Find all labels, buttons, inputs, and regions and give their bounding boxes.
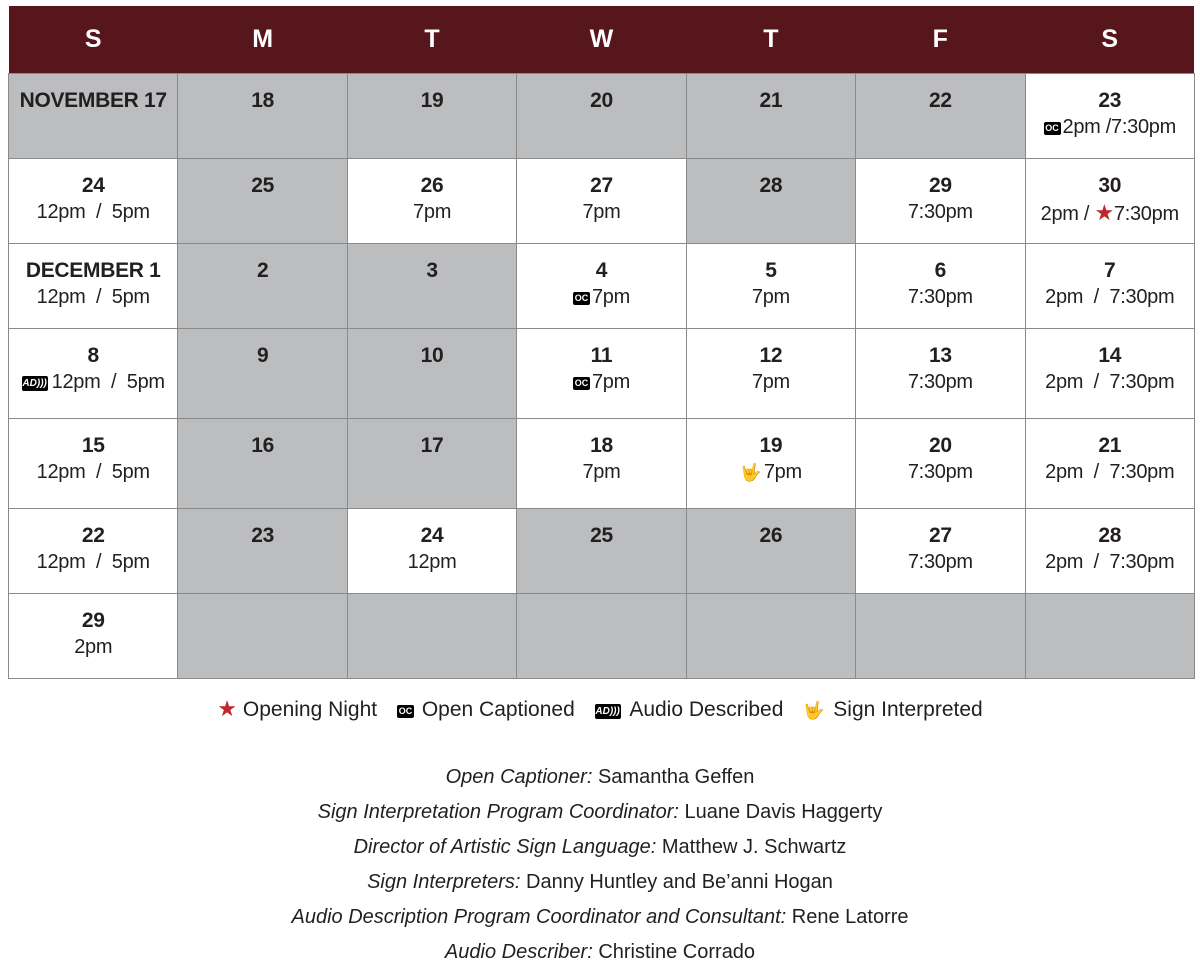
day-cell-18	[178, 74, 347, 159]
open-captioned-icon: OC	[398, 706, 413, 716]
day-number: 15	[81, 434, 105, 457]
day-cell-2	[178, 244, 347, 329]
day-cell-11[interactable]	[517, 329, 686, 419]
open-captioned-icon: OC	[574, 293, 589, 303]
day-cell-7[interactable]	[1025, 244, 1194, 329]
weekday-tuesday: T	[347, 6, 516, 74]
credit-name: Luane Davis Haggerty	[684, 801, 883, 823]
showtime-text: 7pm	[591, 371, 630, 393]
day-cell-15[interactable]	[9, 419, 178, 509]
day-number: 29	[81, 609, 105, 632]
showtimes	[856, 199, 1024, 226]
credits	[0, 760, 1200, 970]
showtime-text: 12pm / 5pm	[36, 201, 150, 223]
day-number: 19	[420, 89, 444, 112]
showtimes	[517, 199, 685, 226]
performance-calendar	[8, 6, 1195, 679]
day-number: 2	[256, 259, 269, 282]
showtime-text: 12pm	[407, 551, 457, 573]
day-cell-3	[347, 244, 516, 329]
legend-label: Opening Night	[242, 698, 378, 721]
showtime-text: 7pm	[751, 286, 790, 308]
showtime-text: 12pm / 5pm	[51, 371, 165, 393]
audio-described-icon: AD)))	[595, 706, 620, 717]
day-cell-5[interactable]	[686, 244, 855, 329]
showtime-text: 2pm / 7:30pm	[1045, 286, 1175, 308]
legend-sign-interpreted	[803, 698, 982, 722]
day-cell-10	[347, 329, 516, 419]
credit-line	[0, 760, 1200, 795]
day-cell-19	[347, 74, 516, 159]
week-row	[9, 594, 1195, 679]
day-number: 29	[928, 174, 952, 197]
showtimes	[517, 369, 685, 396]
showtimes	[9, 549, 177, 576]
empty-day-cell	[1025, 594, 1194, 679]
empty-day-cell	[517, 594, 686, 679]
day-number: 25	[251, 174, 275, 197]
showtime-text: 7:30pm	[907, 551, 973, 573]
day-cell-24[interactable]	[9, 159, 178, 244]
showtime-text: 12pm / 5pm	[36, 461, 150, 483]
day-cell-6[interactable]	[856, 244, 1025, 329]
showtimes	[517, 284, 685, 311]
day-cell-8[interactable]	[9, 329, 178, 419]
credit-name: Danny Huntley and Be’anni Hogan	[526, 871, 833, 893]
showtimes	[348, 549, 516, 576]
day-number: 14	[1098, 344, 1122, 367]
showtimes	[1026, 459, 1194, 486]
showtime-text: 12pm / 5pm	[36, 551, 150, 573]
empty-day-cell	[856, 594, 1025, 679]
showtime-text: 7:30pm	[907, 286, 973, 308]
audio-described-icon: AD)))	[22, 378, 47, 389]
day-number: 24	[420, 524, 444, 547]
empty-day-cell	[347, 594, 516, 679]
star-icon: ★	[217, 696, 238, 721]
showtimes	[856, 549, 1024, 576]
showtime-text: 7:30pm	[1113, 203, 1179, 225]
day-number: 17	[420, 434, 444, 457]
day-cell-25	[178, 159, 347, 244]
showtime-text: 2pm	[74, 636, 113, 658]
day-cell-26[interactable]	[347, 159, 516, 244]
credit-line	[0, 900, 1200, 935]
credit-role: Sign Interpretation Program Coordinator:	[317, 801, 679, 823]
showtimes	[1026, 199, 1194, 228]
day-number: 12	[759, 344, 783, 367]
day-number: 8	[87, 344, 99, 367]
showtimes	[9, 369, 177, 396]
day-number: 16	[251, 434, 275, 457]
day-number: 20	[590, 89, 613, 112]
star-icon: ★	[1094, 200, 1114, 225]
showtimes	[687, 459, 855, 486]
day-number: 27	[590, 174, 613, 197]
open-captioned-icon: OC	[1045, 123, 1059, 133]
day-number: 25	[590, 524, 613, 547]
showtime-text: 7pm	[591, 286, 630, 308]
day-number: 5	[765, 259, 777, 282]
day-number: 18	[251, 89, 275, 112]
day-number: 18	[590, 434, 613, 457]
weekday-wednesday: W	[517, 6, 686, 74]
sign-interpreted-icon: 🤟	[803, 701, 825, 720]
day-cell-18[interactable]	[517, 419, 686, 509]
legend-opening-night	[217, 696, 377, 722]
day-number: 30	[1098, 174, 1122, 197]
showtimes	[9, 284, 177, 311]
showtimes	[1026, 549, 1194, 576]
day-cell-28[interactable]	[1025, 509, 1194, 594]
credit-role: Director of Artistic Sign Language:	[353, 836, 657, 858]
day-number: 21	[759, 89, 783, 112]
showtimes	[687, 369, 855, 396]
day-cell-22	[856, 74, 1025, 159]
day-cell-29[interactable]	[9, 594, 178, 679]
showtimes	[9, 459, 177, 486]
showtime-text: 2pm /	[1040, 203, 1090, 225]
day-number: 9	[256, 344, 269, 367]
showtimes	[1026, 284, 1194, 311]
credit-role: Open Captioner:	[445, 766, 593, 788]
day-cell-14[interactable]	[1025, 329, 1194, 419]
day-cell-13[interactable]	[856, 329, 1025, 419]
day-cell-17	[347, 419, 516, 509]
credit-role: Audio Description Program Coordinator and Consultant:	[291, 906, 787, 928]
week-row	[9, 74, 1195, 159]
showtime-text: 2pm / 7:30pm	[1045, 461, 1175, 483]
showtimes	[1026, 114, 1194, 141]
credit-line	[0, 830, 1200, 865]
day-number: NOVEMBER 17	[19, 89, 167, 112]
credit-line	[0, 865, 1200, 900]
showtimes	[856, 284, 1024, 311]
day-number: 20	[928, 434, 952, 457]
day-cell-27[interactable]	[856, 509, 1025, 594]
week-row	[9, 244, 1195, 329]
day-cell-26	[686, 509, 855, 594]
week-row	[9, 329, 1195, 419]
showtimes	[856, 459, 1024, 486]
legend-label: Audio Described	[629, 698, 784, 721]
legend-audio-described	[595, 698, 784, 722]
day-number: 11	[590, 344, 613, 367]
day-cell-24[interactable]	[347, 509, 516, 594]
day-cell-23[interactable]	[1025, 74, 1194, 159]
weekday-thursday: T	[686, 6, 855, 74]
day-cell-november-17	[9, 74, 178, 159]
legend-label: Sign Interpreted	[833, 698, 983, 721]
sign-interpreted-icon: 🤟	[739, 463, 761, 482]
showtimes	[856, 369, 1024, 396]
credit-name: Rene Latorre	[791, 906, 909, 928]
open-captioned-icon: OC	[574, 378, 589, 388]
day-cell-20	[517, 74, 686, 159]
day-number: 24	[81, 174, 105, 197]
showtime-text: 7:30pm	[907, 461, 973, 483]
weekday-header-row	[9, 6, 1195, 74]
showtime-text: 7pm	[413, 201, 452, 223]
empty-day-cell	[178, 594, 347, 679]
day-number: 21	[1098, 434, 1122, 457]
day-number: 23	[251, 524, 275, 547]
weekday-sunday: S	[9, 6, 178, 74]
day-number: 7	[1104, 259, 1116, 282]
credit-role: Sign Interpreters:	[367, 871, 521, 893]
day-number: 6	[934, 259, 947, 282]
day-cell-29[interactable]	[856, 159, 1025, 244]
credit-role: Audio Describer:	[444, 941, 593, 963]
week-row	[9, 419, 1195, 509]
showtime-text: 2pm / 7:30pm	[1045, 371, 1175, 393]
legend	[0, 696, 1200, 722]
day-cell-22[interactable]	[9, 509, 178, 594]
legend-open-captioned	[397, 698, 575, 722]
showtime-text: 7:30pm	[907, 201, 973, 223]
credit-line	[0, 935, 1200, 970]
week-row	[9, 509, 1195, 594]
day-number: 26	[759, 524, 783, 547]
week-row	[9, 159, 1195, 244]
showtimes	[348, 199, 516, 226]
day-cell-30[interactable]	[1025, 159, 1194, 244]
day-cell-28	[686, 159, 855, 244]
showtimes	[517, 459, 685, 486]
day-cell-21	[686, 74, 855, 159]
day-cell-12[interactable]	[686, 329, 855, 419]
day-cell-december-1[interactable]	[9, 244, 178, 329]
day-cell-16	[178, 419, 347, 509]
day-number: 13	[928, 344, 952, 367]
day-number: 28	[759, 174, 783, 197]
day-cell-23	[178, 509, 347, 594]
credit-name: Samantha Geffen	[597, 766, 755, 788]
day-number: 22	[928, 89, 952, 112]
day-cell-20[interactable]	[856, 419, 1025, 509]
credit-name: Christine Corrado	[598, 941, 756, 963]
day-number: 28	[1098, 524, 1122, 547]
day-cell-4[interactable]	[517, 244, 686, 329]
day-number: 22	[81, 524, 105, 547]
showtime-text: 7pm	[582, 461, 621, 483]
day-number: DECEMBER 1	[25, 259, 161, 282]
showtimes	[9, 634, 177, 661]
day-number: 27	[928, 524, 952, 547]
showtimes	[9, 199, 177, 226]
day-number: 10	[420, 344, 444, 367]
showtimes	[687, 284, 855, 311]
day-cell-25	[517, 509, 686, 594]
weekday-friday: F	[856, 6, 1025, 74]
showtime-text: 2pm /7:30pm	[1062, 116, 1176, 138]
day-number: 26	[420, 174, 444, 197]
weekday-monday: M	[178, 6, 347, 74]
showtimes	[1026, 369, 1194, 396]
showtime-text: 7:30pm	[907, 371, 973, 393]
showtime-text: 7pm	[763, 461, 802, 483]
showtime-text: 7pm	[751, 371, 790, 393]
day-number: 23	[1098, 89, 1122, 112]
day-number: 19	[759, 434, 783, 457]
day-number: 3	[426, 259, 438, 282]
day-cell-9	[178, 329, 347, 419]
showtime-text: 12pm / 5pm	[36, 286, 150, 308]
empty-day-cell	[686, 594, 855, 679]
weekday-saturday: S	[1025, 6, 1194, 74]
showtime-text: 7pm	[582, 201, 621, 223]
showtime-text: 2pm / 7:30pm	[1045, 551, 1175, 573]
day-cell-21[interactable]	[1025, 419, 1194, 509]
day-number: 4	[595, 259, 608, 282]
day-cell-19[interactable]	[686, 419, 855, 509]
credit-name: Matthew J. Schwartz	[661, 836, 847, 858]
legend-label: Open Captioned	[421, 698, 575, 721]
day-cell-27[interactable]	[517, 159, 686, 244]
credit-line	[0, 795, 1200, 830]
